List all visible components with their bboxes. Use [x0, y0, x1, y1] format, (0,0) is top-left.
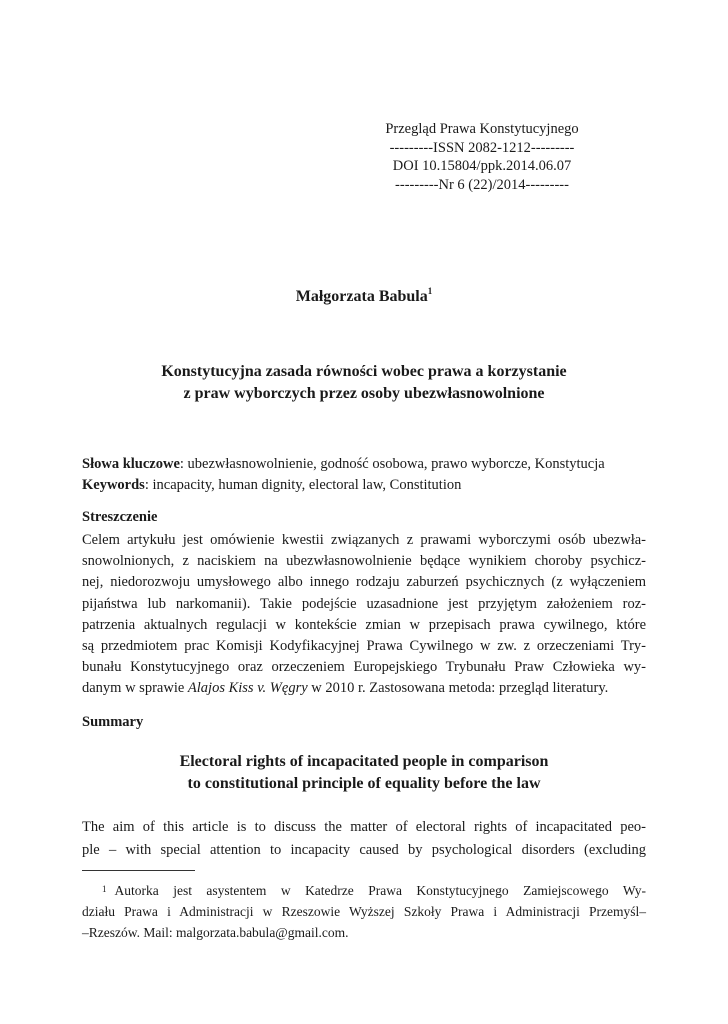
abstract-line: snowolnionych, z naciskiem na ubezwłasnowolnienie będące wynikiem choroby psychicz-: [82, 553, 646, 570]
title-polish-line: z praw wyborczych przez osoby ubezwłasnowolnione: [183, 385, 545, 402]
author-line: [0, 288, 728, 306]
keywords-en-label: Keywords: [82, 477, 145, 493]
footnote-email-line: –Rzeszów. Mail: malgorzata.babula@gmail.com.: [82, 925, 349, 940]
abstract-line: pijaństwa lub narkomanii). Takie podejście uzasadnione jest przyjętym założeniem roz-: [82, 595, 646, 612]
summary-line: The aim of this article is to discuss the matter of electoral rights of incapacitated peo-: [82, 819, 646, 835]
summary-body: [82, 816, 646, 862]
keywords-en: [82, 475, 646, 496]
abstract-line: patrzenia aktualnych regulacji w kontekście zmian w przepisach prawa cywilnego, które: [82, 616, 646, 633]
journal-issn: ---------ISSN 2082-1212---------: [389, 139, 575, 156]
abstract-line: nej, niedorozwoju umysłowego albo innego rodzaju zaburzeń psychicznych (z wyłączeniem: [82, 574, 646, 591]
keywords-en-text: : incapacity, human dignity, electoral law, Constitution: [144, 477, 462, 493]
abstract-body: [82, 530, 646, 700]
footnote-line: działu Prawa i Administracji w Rzeszowie Wyższej Szkoły Prawa i Administracji Przemyśl–: [82, 904, 646, 919]
footnote-divider: [82, 870, 195, 871]
keywords-pl-label: Słowa kluczowe: [82, 456, 180, 472]
summary-line: ple – with special attention to incapacity caused by psychological disorders (excluding: [82, 842, 646, 858]
journal-doi: DOI 10.15804/ppk.2014.06.07: [392, 158, 572, 174]
abstract-last-line: [82, 678, 646, 699]
footnote: [82, 880, 646, 943]
abstract-line: Celem artykułu jest omówienie kwestii związanych z prawami wyborczymi osób ubezwła-: [82, 532, 646, 548]
abstract-last-after: w 2010 r. Zastosowana metoda: przegląd literatury.: [307, 680, 609, 697]
author-footnote-ref: 1: [427, 286, 433, 296]
footnote-line: [82, 880, 646, 901]
title-english-line: Electoral rights of incapacitated people in comparison: [179, 753, 549, 770]
abstract-heading: Streszczenie: [82, 509, 158, 525]
title-english: [82, 751, 646, 795]
summary-heading: Summary: [82, 714, 144, 730]
journal-header: [322, 120, 642, 194]
footnote-number: 1: [102, 884, 107, 894]
journal-name: Przegląd Prawa Konstytucyjnego: [385, 121, 579, 137]
title-polish-line: Konstytucyjna zasada równości wobec prawa a korzystanie: [161, 363, 567, 380]
case-name: Alajos Kiss v. Węgry: [187, 680, 308, 697]
author-name: Małgorzata Babula: [295, 288, 428, 305]
keywords-pl-text: : ubezwłasnowolnienie, godność osobowa, prawo wyborcze, Konstytucja: [179, 456, 605, 472]
footnote-line: [82, 922, 646, 943]
journal-issue: ---------Nr 6 (22)/2014---------: [395, 176, 569, 193]
abstract-line: są przedmiotem prac Komisji Kodyfikacyjnej Prawa Cywilnego w zw. z orzeczeniami Try-: [82, 637, 646, 654]
abstract-last-before: danym w sprawie: [82, 680, 188, 697]
keywords-block: [82, 454, 646, 496]
footnote-text: Autorka jest asystentem w Katedrze Prawa Konstytucyjnego Zamiejscowego Wy-: [114, 883, 646, 898]
abstract-line: bunału Konstytucyjnego oraz orzeczeniem Europejskiego Trybunału Praw Człowieka wy-: [82, 659, 646, 676]
title-english-line: to constitutional principle of equality before the law: [187, 775, 541, 792]
keywords-pl: [82, 454, 646, 475]
title-polish: [82, 361, 646, 405]
